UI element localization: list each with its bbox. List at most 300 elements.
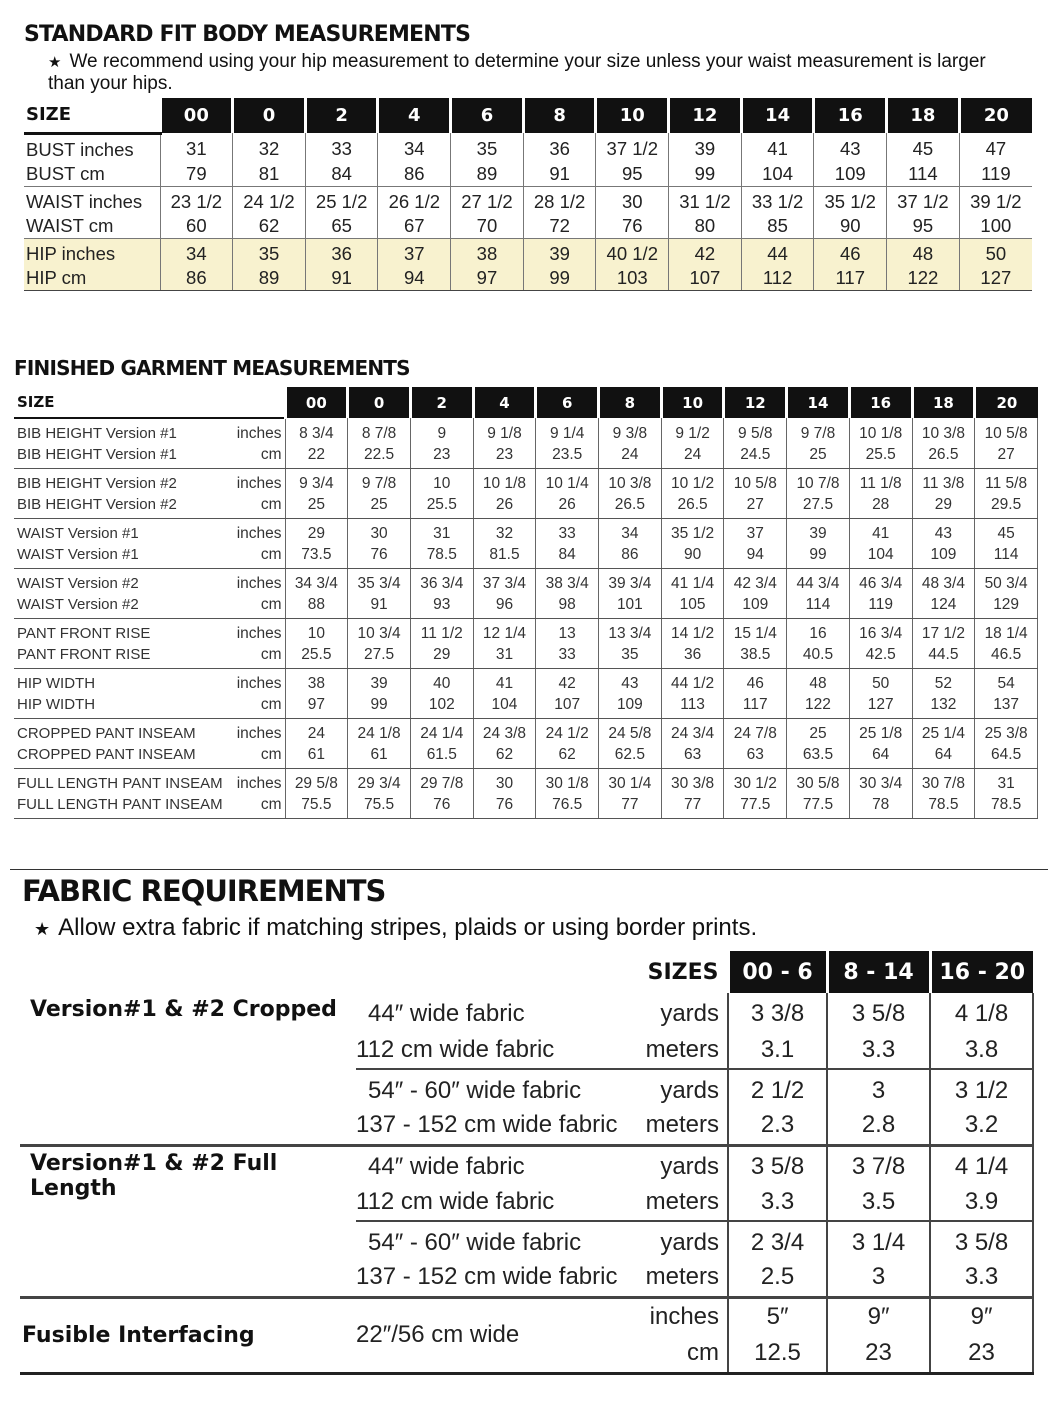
row-label: FULL LENGTH PANT INSEAM xyxy=(17,775,223,792)
measurement-cell: 65 xyxy=(305,214,378,239)
garment-measurements-title: FINISHED GARMENT MEASUREMENTS xyxy=(14,356,410,380)
measurement-cell: 37 xyxy=(378,238,451,266)
measurement-cell: 62.5 xyxy=(599,745,662,769)
table-row xyxy=(20,1297,1033,1335)
fabric-type: 112 cm wide fabric xyxy=(356,1183,636,1221)
measurement-cell: 10 5/8 xyxy=(724,469,787,495)
measurement-cell: 70 xyxy=(451,214,524,239)
fabric-type: 137 - 152 cm wide fabric xyxy=(356,1107,636,1145)
measurement-cell: 86 xyxy=(599,545,662,569)
measurement-cell: 76.5 xyxy=(536,795,599,819)
measurement-cell: 85 xyxy=(741,214,814,239)
measurement-cell: 67 xyxy=(378,214,451,239)
fabric-amount: 2 1/2 xyxy=(728,1069,827,1107)
size-header: 00 xyxy=(160,98,233,133)
measurement-cell: 34 3/4 xyxy=(285,569,348,595)
row-label: FULL LENGTH PANT INSEAM xyxy=(14,795,236,819)
fabric-requirements-note xyxy=(34,915,757,942)
measurement-cell: 31 xyxy=(975,769,1038,795)
unit-label: inches xyxy=(236,775,282,792)
size-header: 8 xyxy=(599,387,662,418)
fabric-amount: 3.2 xyxy=(930,1107,1033,1145)
measurement-cell: 10 7/8 xyxy=(787,469,850,495)
measurement-cell: 9 1/2 xyxy=(661,418,724,445)
unit-label: meters xyxy=(636,1107,728,1145)
measurement-cell: 24 1/2 xyxy=(233,186,306,214)
unit-label: inches xyxy=(649,1302,720,1330)
fabric-amount: 3 xyxy=(827,1069,930,1107)
table-row xyxy=(14,418,1038,445)
measurement-cell: 24 3/8 xyxy=(473,719,536,745)
fabric-type: 137 - 152 cm wide fabric xyxy=(356,1259,636,1297)
table-row xyxy=(14,745,1038,769)
measurement-cell: 61 xyxy=(348,745,411,769)
measurement-cell: 27 xyxy=(724,495,787,519)
fabric-amount: 4 1/4 xyxy=(930,1145,1033,1183)
measurement-cell: 29 xyxy=(912,495,975,519)
unit-label: cm xyxy=(236,645,285,669)
unit-label: meters xyxy=(636,1259,728,1297)
measurement-cell: 89 xyxy=(233,266,306,291)
measurement-cell: 27 1/2 xyxy=(451,186,524,214)
measurement-cell: 119 xyxy=(959,162,1032,187)
row-label: BUST inches xyxy=(26,138,134,160)
measurement-cell: 124 xyxy=(912,595,975,619)
table-row xyxy=(14,619,1038,645)
measurement-cell: 44 xyxy=(741,238,814,266)
size-header: 18 xyxy=(912,387,975,418)
measurement-cell: 11 5/8 xyxy=(975,469,1038,495)
unit-label: meters xyxy=(636,1183,728,1221)
measurement-cell: 41 xyxy=(473,669,536,695)
measurement-cell: 14 1/2 xyxy=(661,619,724,645)
measurement-cell: 23 xyxy=(473,445,536,469)
measurement-cell: 25 3/8 xyxy=(975,719,1038,745)
measurement-cell: 95 xyxy=(887,214,960,239)
table-row xyxy=(14,695,1038,719)
measurement-cell: 64 xyxy=(912,745,975,769)
measurement-cell: 31 xyxy=(410,519,473,545)
measurement-cell: 18 1/4 xyxy=(975,619,1038,645)
unit-label: inches xyxy=(236,425,282,442)
row-label: WAIST Version #2 xyxy=(17,575,139,592)
measurement-cell: 76 xyxy=(473,795,536,819)
measurement-cell: 33 1/2 xyxy=(741,186,814,214)
measurement-cell: 23.5 xyxy=(536,445,599,469)
measurement-cell: 107 xyxy=(669,266,742,291)
measurement-cell: 42.5 xyxy=(849,645,912,669)
measurement-cell: 10 1/4 xyxy=(536,469,599,495)
unit-label: yards xyxy=(660,1000,720,1027)
measurement-cell: 10 1/8 xyxy=(473,469,536,495)
measurement-cell: 29.5 xyxy=(975,495,1038,519)
measurement-cell: 84 xyxy=(536,545,599,569)
fabric-amount: 23 xyxy=(930,1335,1033,1373)
measurement-cell: 37 1/2 xyxy=(596,133,669,162)
measurement-cell: 11 1/8 xyxy=(849,469,912,495)
row-label: WAIST inches xyxy=(26,190,143,212)
measurement-cell: 54 xyxy=(975,669,1038,695)
table-row xyxy=(24,266,1032,291)
star-icon: ★ xyxy=(34,919,51,939)
row-label: HIP WIDTH xyxy=(17,675,96,692)
measurement-cell: 64 xyxy=(849,745,912,769)
table-row xyxy=(14,645,1038,669)
body-measurements-table xyxy=(24,98,1032,291)
measurement-cell: 26.5 xyxy=(912,445,975,469)
table-row xyxy=(20,993,1033,1031)
measurement-cell: 46 xyxy=(724,669,787,695)
measurement-cell: 80 xyxy=(669,214,742,239)
table-row xyxy=(14,469,1038,495)
measurement-cell: 33 xyxy=(536,519,599,545)
measurement-cell: 29 7/8 xyxy=(410,769,473,795)
measurement-cell: 105 xyxy=(661,595,724,619)
measurement-cell: 9 3/8 xyxy=(599,418,662,445)
size-header: 4 xyxy=(473,387,536,418)
measurement-cell: 9 7/8 xyxy=(348,469,411,495)
table-row xyxy=(24,238,1032,266)
measurement-cell: 37 1/2 xyxy=(887,186,960,214)
measurement-cell: 42 xyxy=(536,669,599,695)
measurement-cell: 31 xyxy=(473,645,536,669)
size-header: 12 xyxy=(669,98,742,133)
size-group-header: 00 - 6 xyxy=(728,951,827,993)
measurement-cell: 78.5 xyxy=(410,545,473,569)
measurement-cell: 75.5 xyxy=(285,795,348,819)
size-header: 4 xyxy=(378,98,451,133)
measurement-cell: 31 xyxy=(160,133,233,162)
measurement-cell: 26 xyxy=(536,495,599,519)
size-header: 8 xyxy=(523,98,596,133)
measurement-cell: 77 xyxy=(661,795,724,819)
measurement-cell: 38 3/4 xyxy=(536,569,599,595)
measurement-cell: 61.5 xyxy=(410,745,473,769)
measurement-cell: 29 xyxy=(410,645,473,669)
row-label: BIB HEIGHT Version #1 xyxy=(17,425,177,442)
measurement-cell: 15 1/4 xyxy=(724,619,787,645)
measurement-cell: 8 3/4 xyxy=(285,418,348,445)
row-label: BIB HEIGHT Version #1 xyxy=(14,445,236,469)
measurement-cell: 97 xyxy=(451,266,524,291)
measurement-cell: 32 xyxy=(233,133,306,162)
fabric-amount: 3.3 xyxy=(728,1183,827,1221)
measurement-cell: 117 xyxy=(724,695,787,719)
measurement-cell: 63 xyxy=(661,745,724,769)
measurement-cell: 94 xyxy=(724,545,787,569)
measurement-cell: 114 xyxy=(887,162,960,187)
fabric-amount: 3 5/8 xyxy=(728,1145,827,1183)
measurement-cell: 93 xyxy=(410,595,473,619)
measurement-cell: 10 3/4 xyxy=(348,619,411,645)
fabric-amount: 3.3 xyxy=(930,1259,1033,1297)
measurement-cell: 114 xyxy=(787,595,850,619)
measurement-cell: 30 5/8 xyxy=(787,769,850,795)
measurement-cell: 17 1/2 xyxy=(912,619,975,645)
measurement-cell: 30 3/8 xyxy=(661,769,724,795)
fabric-type: 54″ - 60″ wide fabric xyxy=(368,1228,582,1256)
measurement-cell: 63 xyxy=(724,745,787,769)
unit-label: yards xyxy=(660,1076,720,1104)
fabric-amount: 2 3/4 xyxy=(728,1221,827,1259)
measurement-cell: 30 xyxy=(596,186,669,214)
measurement-cell: 25 xyxy=(787,445,850,469)
fabric-amount: 23 xyxy=(827,1335,930,1373)
measurement-cell: 23 1/2 xyxy=(160,186,233,214)
row-label: BIB HEIGHT Version #2 xyxy=(14,495,236,519)
measurement-cell: 84 xyxy=(305,162,378,187)
measurement-cell: 48 xyxy=(887,238,960,266)
measurement-cell: 62 xyxy=(536,745,599,769)
measurement-cell: 27.5 xyxy=(787,495,850,519)
measurement-cell: 43 xyxy=(814,133,887,162)
measurement-cell: 78 xyxy=(849,795,912,819)
fabric-type: 112 cm wide fabric xyxy=(356,1031,636,1069)
measurement-cell: 114 xyxy=(975,545,1038,569)
measurement-cell: 48 xyxy=(787,669,850,695)
fabric-amount: 3 5/8 xyxy=(827,993,930,1031)
body-measurements-note xyxy=(48,51,1008,94)
measurement-cell: 30 3/4 xyxy=(849,769,912,795)
measurement-cell: 24 1/2 xyxy=(536,719,599,745)
row-label: CROPPED PANT INSEAM xyxy=(14,745,236,769)
measurement-cell: 112 xyxy=(741,266,814,291)
measurement-cell: 39 xyxy=(787,519,850,545)
measurement-cell: 137 xyxy=(975,695,1038,719)
measurement-cell: 40 1/2 xyxy=(596,238,669,266)
measurement-cell: 12 1/4 xyxy=(473,619,536,645)
interfacing-label: Fusible Interfacing xyxy=(20,1297,356,1373)
measurement-cell: 22 xyxy=(285,445,348,469)
size-header-label: SIZE xyxy=(24,98,160,133)
unit-label: cm xyxy=(236,445,285,469)
measurement-cell: 99 xyxy=(523,266,596,291)
measurement-cell: 50 xyxy=(959,238,1032,266)
measurement-cell: 96 xyxy=(473,595,536,619)
size-header: 2 xyxy=(305,98,378,133)
measurement-cell: 11 3/8 xyxy=(912,469,975,495)
measurement-cell: 40.5 xyxy=(787,645,850,669)
measurement-cell: 24 xyxy=(661,445,724,469)
measurement-cell: 25 xyxy=(348,495,411,519)
measurement-cell: 26.5 xyxy=(599,495,662,519)
measurement-cell: 23 xyxy=(410,445,473,469)
size-header: 10 xyxy=(596,98,669,133)
size-group-header: 8 - 14 xyxy=(827,951,930,993)
row-label: CROPPED PANT INSEAM xyxy=(17,725,196,742)
measurement-cell: 63.5 xyxy=(787,745,850,769)
fabric-amount: 3 1/4 xyxy=(827,1221,930,1259)
fabric-amount: 3.3 xyxy=(827,1031,930,1069)
measurement-cell: 44.5 xyxy=(912,645,975,669)
table-row xyxy=(14,795,1038,819)
table-row xyxy=(14,545,1038,569)
measurement-cell: 46 xyxy=(814,238,887,266)
measurement-cell: 30 xyxy=(473,769,536,795)
measurement-cell: 10 1/8 xyxy=(849,418,912,445)
measurement-cell: 48 3/4 xyxy=(912,569,975,595)
measurement-cell: 44 1/2 xyxy=(661,669,724,695)
fabric-amount: 2.8 xyxy=(827,1107,930,1145)
size-header: 6 xyxy=(536,387,599,418)
measurement-cell: 24 5/8 xyxy=(599,719,662,745)
measurement-cell: 13 3/4 xyxy=(599,619,662,645)
star-icon: ★ xyxy=(48,54,62,71)
measurement-cell: 119 xyxy=(849,595,912,619)
measurement-cell: 31 1/2 xyxy=(669,186,742,214)
unit-label: meters xyxy=(636,1031,728,1069)
measurement-cell: 30 1/4 xyxy=(599,769,662,795)
measurement-cell: 91 xyxy=(305,266,378,291)
measurement-cell: 33 xyxy=(305,133,378,162)
measurement-cell: 9 3/4 xyxy=(285,469,348,495)
unit-label: cm xyxy=(236,545,285,569)
size-header: 16 xyxy=(849,387,912,418)
measurement-cell: 61 xyxy=(285,745,348,769)
garment-measurements-table xyxy=(14,387,1038,819)
unit-label: inches xyxy=(236,625,282,642)
fabric-type: 44″ wide fabric xyxy=(368,1152,525,1180)
row-label: HIP WIDTH xyxy=(14,695,236,719)
measurement-cell: 94 xyxy=(378,266,451,291)
fabric-amount: 3.9 xyxy=(930,1183,1033,1221)
measurement-cell: 24.5 xyxy=(724,445,787,469)
unit-label: yards xyxy=(660,1152,720,1180)
measurement-cell: 10 xyxy=(285,619,348,645)
measurement-cell: 99 xyxy=(669,162,742,187)
measurement-cell: 26 1/2 xyxy=(378,186,451,214)
measurement-cell: 22.5 xyxy=(348,445,411,469)
measurement-cell: 43 xyxy=(599,669,662,695)
measurement-cell: 39 1/2 xyxy=(959,186,1032,214)
fabric-amount: 3 7/8 xyxy=(827,1145,930,1183)
row-label: WAIST Version #1 xyxy=(17,525,139,542)
measurement-cell: 97 xyxy=(285,695,348,719)
measurement-cell: 25.5 xyxy=(285,645,348,669)
fabric-amount: 3.1 xyxy=(728,1031,827,1069)
measurement-cell: 8 7/8 xyxy=(348,418,411,445)
unit-label: inches xyxy=(236,475,282,492)
fabric-type: 54″ - 60″ wide fabric xyxy=(368,1076,582,1104)
measurement-cell: 39 xyxy=(348,669,411,695)
measurement-cell: 81 xyxy=(233,162,306,187)
row-label: PANT FRONT RISE xyxy=(14,645,236,669)
table-row xyxy=(20,1145,1033,1183)
measurement-cell: 37 xyxy=(724,519,787,545)
measurement-cell: 26.5 xyxy=(661,495,724,519)
measurement-cell: 88 xyxy=(285,595,348,619)
size-header: 16 xyxy=(814,98,887,133)
measurement-cell: 109 xyxy=(599,695,662,719)
size-header: 2 xyxy=(410,387,473,418)
unit-label: inches xyxy=(236,675,282,692)
measurement-cell: 35 3/4 xyxy=(348,569,411,595)
measurement-cell: 62 xyxy=(473,745,536,769)
fabric-amount: 3.8 xyxy=(930,1031,1033,1069)
measurement-cell: 76 xyxy=(348,545,411,569)
measurement-cell: 30 1/8 xyxy=(536,769,599,795)
unit-label: inches xyxy=(236,575,282,592)
measurement-cell: 109 xyxy=(724,595,787,619)
body-measurements-title: STANDARD FIT BODY MEASUREMENTS xyxy=(24,22,471,47)
measurement-cell: 24 1/8 xyxy=(348,719,411,745)
row-label: WAIST cm xyxy=(24,214,160,239)
fabric-amount: 3 5/8 xyxy=(930,1221,1033,1259)
measurement-cell: 11 1/2 xyxy=(410,619,473,645)
fabric-amount: 3 3/8 xyxy=(728,993,827,1031)
size-header: 0 xyxy=(233,98,306,133)
measurement-cell: 41 xyxy=(849,519,912,545)
measurement-cell: 25 xyxy=(285,495,348,519)
measurement-cell: 77 xyxy=(599,795,662,819)
measurement-cell: 9 5/8 xyxy=(724,418,787,445)
fabric-amount: 9″ xyxy=(827,1297,930,1335)
measurement-cell: 39 xyxy=(669,133,742,162)
measurement-cell: 78.5 xyxy=(912,795,975,819)
fabric-amount: 3 xyxy=(827,1259,930,1297)
measurement-cell: 122 xyxy=(887,266,960,291)
row-label: PANT FRONT RISE xyxy=(17,625,151,642)
measurement-cell: 32 xyxy=(473,519,536,545)
fabric-requirements-title: FABRIC REQUIREMENTS xyxy=(22,874,386,908)
fabric-requirements-table xyxy=(20,951,1034,1375)
measurement-cell: 25.5 xyxy=(410,495,473,519)
measurement-cell: 33 xyxy=(536,645,599,669)
version-label: Version#1 & #2 Full Length xyxy=(20,1145,356,1297)
measurement-cell: 9 1/8 xyxy=(473,418,536,445)
measurement-cell: 35 xyxy=(233,238,306,266)
measurement-cell: 76 xyxy=(410,795,473,819)
row-label: BUST cm xyxy=(24,162,160,187)
measurement-cell: 109 xyxy=(912,545,975,569)
measurement-cell: 38.5 xyxy=(724,645,787,669)
measurement-cell: 30 7/8 xyxy=(912,769,975,795)
measurement-cell: 10 3/8 xyxy=(912,418,975,445)
measurement-cell: 129 xyxy=(975,595,1038,619)
measurement-cell: 41 1/4 xyxy=(661,569,724,595)
row-label: HIP inches xyxy=(24,238,160,266)
measurement-cell: 72 xyxy=(523,214,596,239)
measurement-cell: 38 xyxy=(285,669,348,695)
measurement-cell: 40 xyxy=(410,669,473,695)
row-label: WAIST Version #2 xyxy=(14,595,236,619)
measurement-cell: 24 1/4 xyxy=(410,719,473,745)
measurement-cell: 25 1/4 xyxy=(912,719,975,745)
row-label: WAIST Version #1 xyxy=(14,545,236,569)
measurement-cell: 86 xyxy=(160,266,233,291)
measurement-cell: 64.5 xyxy=(975,745,1038,769)
measurement-cell: 26 xyxy=(473,495,536,519)
measurement-cell: 86 xyxy=(378,162,451,187)
measurement-cell: 78.5 xyxy=(975,795,1038,819)
size-header: 20 xyxy=(959,98,1032,133)
measurement-cell: 52 xyxy=(912,669,975,695)
measurement-cell: 45 xyxy=(975,519,1038,545)
measurement-cell: 46 3/4 xyxy=(849,569,912,595)
measurement-cell: 24 3/4 xyxy=(661,719,724,745)
table-row xyxy=(14,445,1038,469)
table-row xyxy=(14,495,1038,519)
table-row xyxy=(14,595,1038,619)
measurement-cell: 28 xyxy=(849,495,912,519)
measurement-cell: 13 xyxy=(536,619,599,645)
measurement-cell: 36 xyxy=(523,133,596,162)
size-header-label: SIZE xyxy=(14,387,285,418)
measurement-cell: 29 xyxy=(285,519,348,545)
measurement-cell: 24 xyxy=(599,445,662,469)
measurement-cell: 9 1/4 xyxy=(536,418,599,445)
measurement-cell: 43 xyxy=(912,519,975,545)
